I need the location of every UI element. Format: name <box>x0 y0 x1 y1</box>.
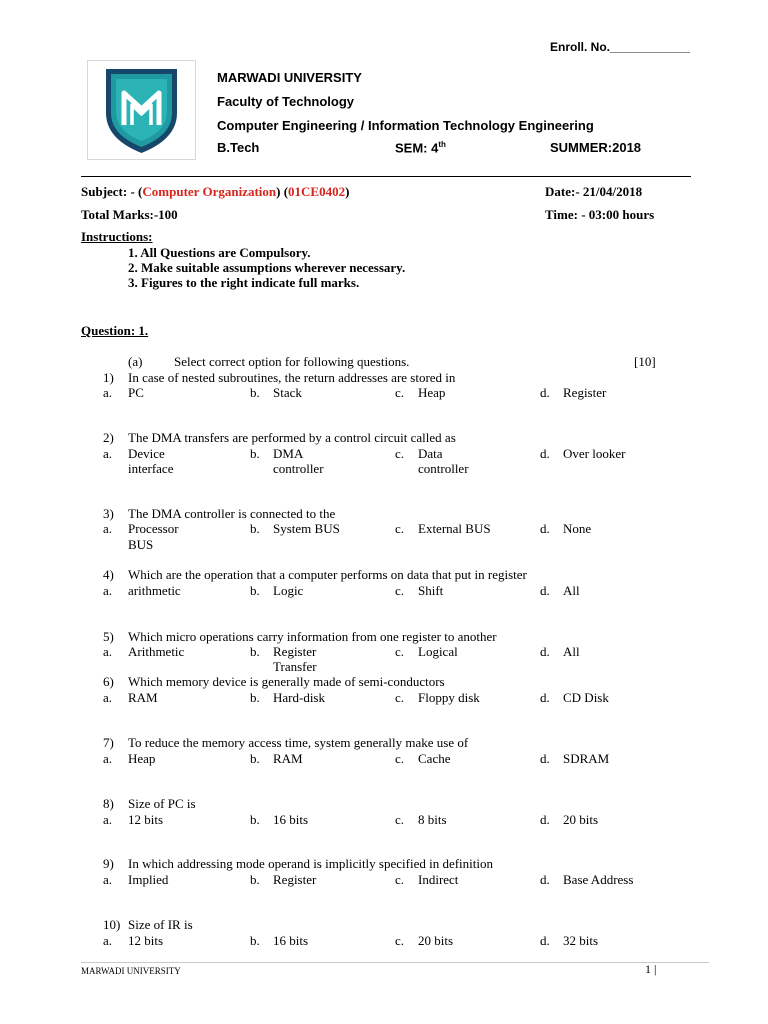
option-text: DMA <box>273 446 304 461</box>
option-text: None <box>563 521 592 536</box>
option-letter: d. <box>540 521 550 536</box>
option-letter: a. <box>103 446 113 461</box>
option-letter: d. <box>540 385 550 400</box>
exam-date: Date:- 21/04/2018 <box>545 184 643 199</box>
question-number: 5) <box>103 629 114 644</box>
option-text: Over looker <box>563 446 626 461</box>
question-text: Which are the operation that a computer performs on data that put in register <box>128 567 527 582</box>
option-text: Register <box>273 872 317 887</box>
question-text: In case of nested subroutines, the return addresses are stored in <box>128 370 456 385</box>
footer-university: MARWADI UNIVERSITY <box>81 966 181 976</box>
option-text-continued: BUS <box>128 537 154 552</box>
question-text: To reduce the memory access time, system generally make use of <box>128 735 469 750</box>
option-letter: b. <box>250 690 260 705</box>
question-text: Which memory device is generally made of semi-conductors <box>128 674 445 689</box>
option-letter: b. <box>250 385 260 400</box>
option-letter: a. <box>103 872 113 887</box>
option-text-continued: interface <box>128 461 174 476</box>
option-letter: b. <box>250 812 260 827</box>
question-number: 4) <box>103 567 114 582</box>
page-number: 1 | <box>645 962 657 976</box>
option-text: Stack <box>273 385 302 400</box>
option-text: System BUS <box>273 521 340 536</box>
option-text: RAM <box>273 751 303 766</box>
option-text: Register <box>273 644 317 659</box>
option-letter: c. <box>395 446 405 461</box>
option-text-continued: controller <box>418 461 469 476</box>
question-number: 7) <box>103 735 114 750</box>
option-letter: c. <box>395 644 405 659</box>
question-number: 2) <box>103 430 114 445</box>
option-text: 8 bits <box>418 812 447 827</box>
subject-prefix: Subject: - ( <box>81 184 143 199</box>
option-text: External BUS <box>418 521 491 536</box>
instruction-item: 3. Figures to the right indicate full marks. <box>128 275 360 290</box>
option-letter: b. <box>250 446 260 461</box>
instructions-title: Instructions: <box>81 229 153 244</box>
part-instruction: Select correct option for following questions. <box>174 354 410 369</box>
option-text: RAM <box>128 690 158 705</box>
option-letter: a. <box>103 690 113 705</box>
part-marks: [10] <box>634 354 656 369</box>
option-letter: a. <box>103 933 113 948</box>
instruction-item: 1. All Questions are Compulsory. <box>128 245 311 260</box>
department-name: Computer Engineering / Information Technology Engineering <box>217 118 594 133</box>
exam-session: SUMMER:2018 <box>550 140 642 155</box>
question-text: Which micro operations carry information from one register to another <box>128 629 497 644</box>
option-letter: c. <box>395 872 405 887</box>
option-text: Cache <box>418 751 451 766</box>
option-letter: c. <box>395 933 405 948</box>
option-letter: b. <box>250 644 260 659</box>
option-letter: d. <box>540 644 550 659</box>
option-text: Data <box>418 446 443 461</box>
question-title: Question: 1. <box>81 323 149 338</box>
option-text: Register <box>563 385 607 400</box>
option-letter: c. <box>395 751 405 766</box>
option-text: 12 bits <box>128 933 164 948</box>
option-letter: d. <box>540 446 550 461</box>
question-text: The DMA controller is connected to the <box>128 506 336 521</box>
option-text: 20 bits <box>418 933 454 948</box>
option-text: Processor <box>128 521 179 536</box>
question-number: 6) <box>103 674 114 689</box>
option-letter: c. <box>395 690 405 705</box>
option-text: Logic <box>273 583 304 598</box>
option-letter: d. <box>540 751 550 766</box>
option-letter: c. <box>395 812 405 827</box>
exam-time: Time: - 03:00 hours <box>545 207 655 222</box>
faculty-name: Faculty of Technology <box>217 94 354 109</box>
question-text: The DMA transfers are performed by a control circuit called as <box>128 430 456 445</box>
footer-divider <box>81 962 709 963</box>
option-letter: d. <box>540 812 550 827</box>
option-text: Shift <box>418 583 444 598</box>
option-letter: a. <box>103 812 113 827</box>
option-text: Logical <box>418 644 458 659</box>
option-text: Arithmetic <box>128 644 185 659</box>
option-text: Heap <box>418 385 446 400</box>
university-name: MARWADI UNIVERSITY <box>217 70 362 85</box>
question-number: 9) <box>103 856 114 871</box>
university-logo <box>87 60 196 160</box>
option-text: All <box>563 644 580 659</box>
option-letter: d. <box>540 933 550 948</box>
subject-suffix: ) <box>345 184 350 199</box>
option-text: SDRAM <box>563 751 610 766</box>
option-letter: c. <box>395 521 405 536</box>
option-text: 20 bits <box>563 812 599 827</box>
option-text: CD Disk <box>563 690 609 705</box>
option-letter: a. <box>103 583 113 598</box>
shield-logo-icon <box>88 61 195 159</box>
option-letter: a. <box>103 385 113 400</box>
option-letter: a. <box>103 751 113 766</box>
option-letter: c. <box>395 583 405 598</box>
option-text: 32 bits <box>563 933 599 948</box>
option-text: Floppy disk <box>418 690 480 705</box>
question-text: Size of PC is <box>128 796 196 811</box>
program-name: B.Tech <box>217 140 260 155</box>
option-text: PC <box>128 385 144 400</box>
option-letter: d. <box>540 872 550 887</box>
subject-mid: ) ( <box>276 184 289 199</box>
header-divider <box>81 176 691 177</box>
part-label: (a) <box>128 354 143 369</box>
option-text: All <box>563 583 580 598</box>
option-text: Heap <box>128 751 156 766</box>
option-text-continued: controller <box>273 461 324 476</box>
option-letter: a. <box>103 521 113 536</box>
subject-code: 01CE0402 <box>288 184 346 199</box>
option-text: Implied <box>128 872 169 887</box>
question-number: 8) <box>103 796 114 811</box>
option-text: arithmetic <box>128 583 181 598</box>
question-text: Size of IR is <box>128 917 193 932</box>
option-letter: c. <box>395 385 405 400</box>
semester <box>395 140 446 155</box>
total-marks: Total Marks:-100 <box>81 207 178 222</box>
option-text: Device <box>128 446 165 461</box>
enroll-number-label: Enroll. No.____________ <box>550 40 691 54</box>
option-letter: b. <box>250 583 260 598</box>
option-text-continued: Transfer <box>273 659 317 674</box>
option-letter: b. <box>250 521 260 536</box>
option-letter: b. <box>250 872 260 887</box>
subject-line <box>81 184 349 200</box>
option-text: 16 bits <box>273 933 309 948</box>
option-text: 16 bits <box>273 812 309 827</box>
option-letter: d. <box>540 690 550 705</box>
question-number: 1) <box>103 370 114 385</box>
question-text: In which addressing mode operand is implicitly specified in definition <box>128 856 494 871</box>
instruction-item: 2. Make suitable assumptions wherever necessary. <box>128 260 406 275</box>
option-text: Indirect <box>418 872 459 887</box>
option-letter: d. <box>540 583 550 598</box>
option-text: 12 bits <box>128 812 164 827</box>
option-letter: b. <box>250 751 260 766</box>
subject-name: Computer Organization <box>142 184 277 199</box>
option-text: Hard-disk <box>273 690 325 705</box>
question-number: 10) <box>103 917 121 932</box>
semester-label: SEM: 4 <box>395 140 439 156</box>
option-text: Base Address <box>563 872 634 887</box>
question-number: 3) <box>103 506 114 521</box>
semester-suffix: th <box>438 140 446 149</box>
option-letter: a. <box>103 644 113 659</box>
option-letter: b. <box>250 933 260 948</box>
